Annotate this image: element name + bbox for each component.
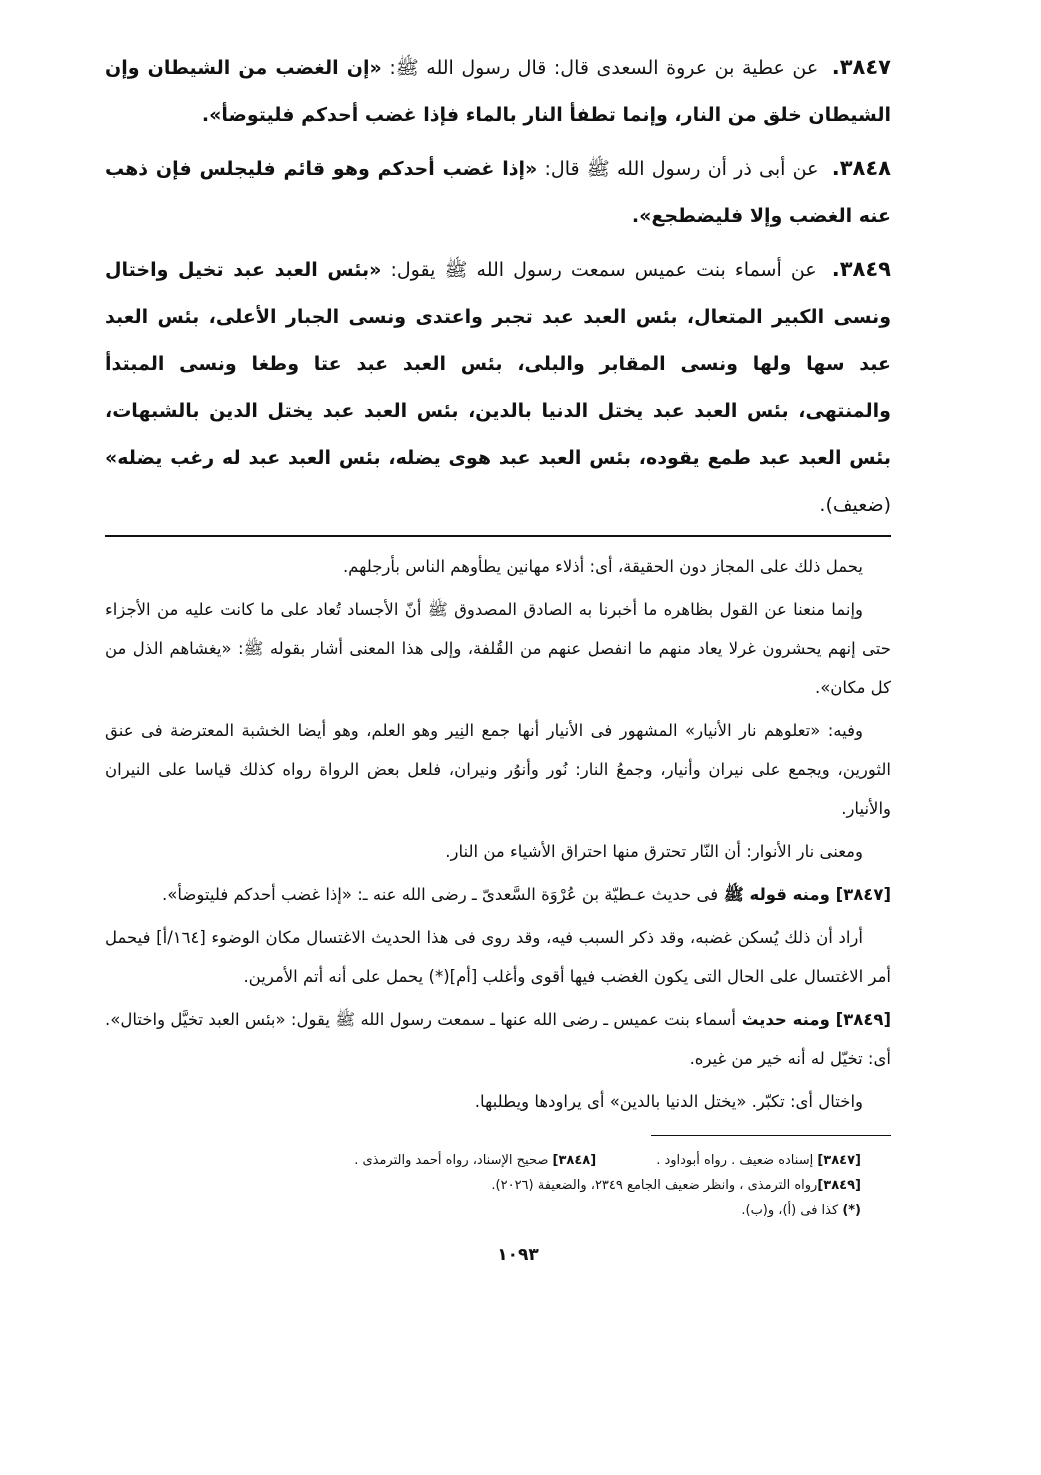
footnote-text: صحيح الإسناد، رواه أحمد والترمذى .: [354, 1153, 553, 1168]
commentary-lead: [٣٨٤٧] ومنه قوله ﷺ: [718, 885, 891, 904]
hadith-number: ٣٨٤٧.: [831, 55, 892, 79]
commentary-paragraph: [105, 711, 891, 828]
hadith-text: «إن الغضب من الشيطان وإن الشيطان خلق من النار، وإنما تطفأ النار بالماء فإذا غضب أحدكم فليتوضأ».: [105, 57, 891, 126]
hadith-3849: [105, 246, 891, 529]
commentary-text: أراد أن ذلك يُسكن غضبه، وقد ذكر السبب فيه، وقد روى فى هذا الحديث الاغتسال مكان الوضوء [١٦٤/أ] فيحمل أمر الاغتسال على الحال التى يكون الغضب فيها أقوى وأغلب [أم](*) يحمل على أنه أتم الأمرين.: [105, 928, 891, 986]
commentary-text: وإنما منعنا عن القول بظاهره ما أخبرنا به الصادق المصدوق ﷺ أنّ الأجساد تُعاد على ما كانت عليه من الأجزاء حتى إنهم يحشرون غرلا يعاد منهم ما انفصل عنهم من القُلفة، وإلى هذا المعنى أشار بقوله ﷺ: «يغشاهم الذل من كل مكان».: [105, 600, 891, 697]
footnote-row: [105, 1198, 861, 1223]
footnote-ref: [٣٨٤٩]: [817, 1178, 861, 1193]
main-separator: [105, 535, 891, 537]
hadith-text: «بئس العبد عبد تخيل واختال ونسى الكبير المتعال، بئس العبد عبد تجبر واعتدى ونسى الجبار الأعلى، بئس العبد عبد سها ولها ونسى المقابر والبلى، بئس العبد عبد عتا وطغا ونسى المبتدأ والمنتهى، بئس العبد عبد يختل الدنيا بالدين، بئس العبد عبد يختل الدين بالشبهات، بئس العبد عبد طمع يقوده، بئس العبد عبد هوى يضله، بئس العبد عبد له رغب يضله»: [105, 259, 891, 469]
page-number: ١٠٩٣: [497, 1245, 539, 1265]
commentary-paragraph: [105, 1082, 891, 1121]
hadith-3847: [105, 44, 891, 139]
footnotes: [105, 1148, 891, 1223]
footnote-ref: [٣٨٤٨]: [552, 1153, 597, 1168]
commentary-paragraph: [105, 590, 891, 707]
commentary-text: يحمل ذلك على المجاز دون الحقيقة، أى: أذلاء مهانين يطأوهم الناس بأرجلهم.: [342, 557, 863, 576]
hadith-grade: (ضعيف).: [819, 494, 891, 516]
footnote-text: إسناده ضعيف . رواه أبوداود .: [656, 1153, 818, 1168]
footnote-row: [105, 1148, 861, 1173]
hadith-number: ٣٨٤٩.: [831, 257, 891, 281]
footnote-row: [105, 1173, 861, 1198]
commentary-text: أسماء بنت عميس ـ رضى الله عنها ـ سمعت رسول الله ﷺ يقول: «بئس العبد تخيَّل واختال». أى: تخيّل له أنه خير من غيره.: [105, 1010, 891, 1068]
commentary-paragraph: [105, 547, 891, 586]
footnote-item: [354, 1148, 596, 1173]
commentary-text: واختال أى: تكبّر. «يختل الدنيا بالدين» أى يراودها ويطلبها.: [474, 1092, 863, 1111]
commentary-text: وفيه: «تعلوهم نار الأنيار» المشهور فى الأنيار أنها جمع النِير وهو العلم، وهو أيضا الخشبة المعترضة فى عنق الثورين، ويجمع على نيران وأنيار، وجمعُ النار: نُور وأنوُر ونيران، فلعل بعض الرواة رواه كذلك قياسا على النيران والأنيار.: [105, 721, 891, 818]
footnote-ref: (*): [842, 1203, 861, 1218]
footnote-text: رواه الترمذى ، وانظر ضعيف الجامع ٢٣٤٩، والضعيفة (٢٠٢٦).: [491, 1178, 818, 1193]
commentary-paragraph: [105, 1000, 891, 1078]
footnote-separator: [651, 1135, 891, 1136]
hadith-intro: عن أبى ذر أن رسول الله ﷺ قال:: [537, 158, 819, 180]
hadith-number: ٣٨٤٨.: [831, 156, 891, 180]
commentary-lead: [٣٨٤٩] ومنه حديث: [735, 1010, 892, 1029]
hadith-intro: عن أسماء بنت عميس سمعت رسول الله ﷺ يقول:: [381, 259, 817, 281]
footnote-item: [656, 1148, 861, 1173]
commentary-paragraph: [105, 875, 891, 914]
commentary-paragraph: [105, 918, 891, 996]
footnote-text: كذا فى (أ)، و(ب).: [741, 1203, 843, 1218]
document-page: [105, 44, 891, 1265]
commentary-text: ومعنى نار الأنوار: أن النّار تحترق منها احتراق الأشياء من النار.: [445, 842, 863, 861]
hadith-intro: عن عطية بن عروة السعدى قال: قال رسول الله ﷺ:: [381, 57, 819, 79]
hadith-3848: [105, 145, 891, 240]
footnote-ref: [٣٨٤٧]: [817, 1153, 861, 1168]
commentary-paragraph: [105, 832, 891, 871]
hadith-text: «إذا غضب أحدكم وهو قائم فليجلس فإن ذهب عنه الغضب وإلا فليضطجع».: [105, 158, 891, 227]
commentary-text: فى حديث عـطيّة بن عُرْوَة السَّعدىّ ـ رضى الله عنه ـ: «إذا غضب أحدكم فليتوضأ».: [162, 885, 719, 904]
